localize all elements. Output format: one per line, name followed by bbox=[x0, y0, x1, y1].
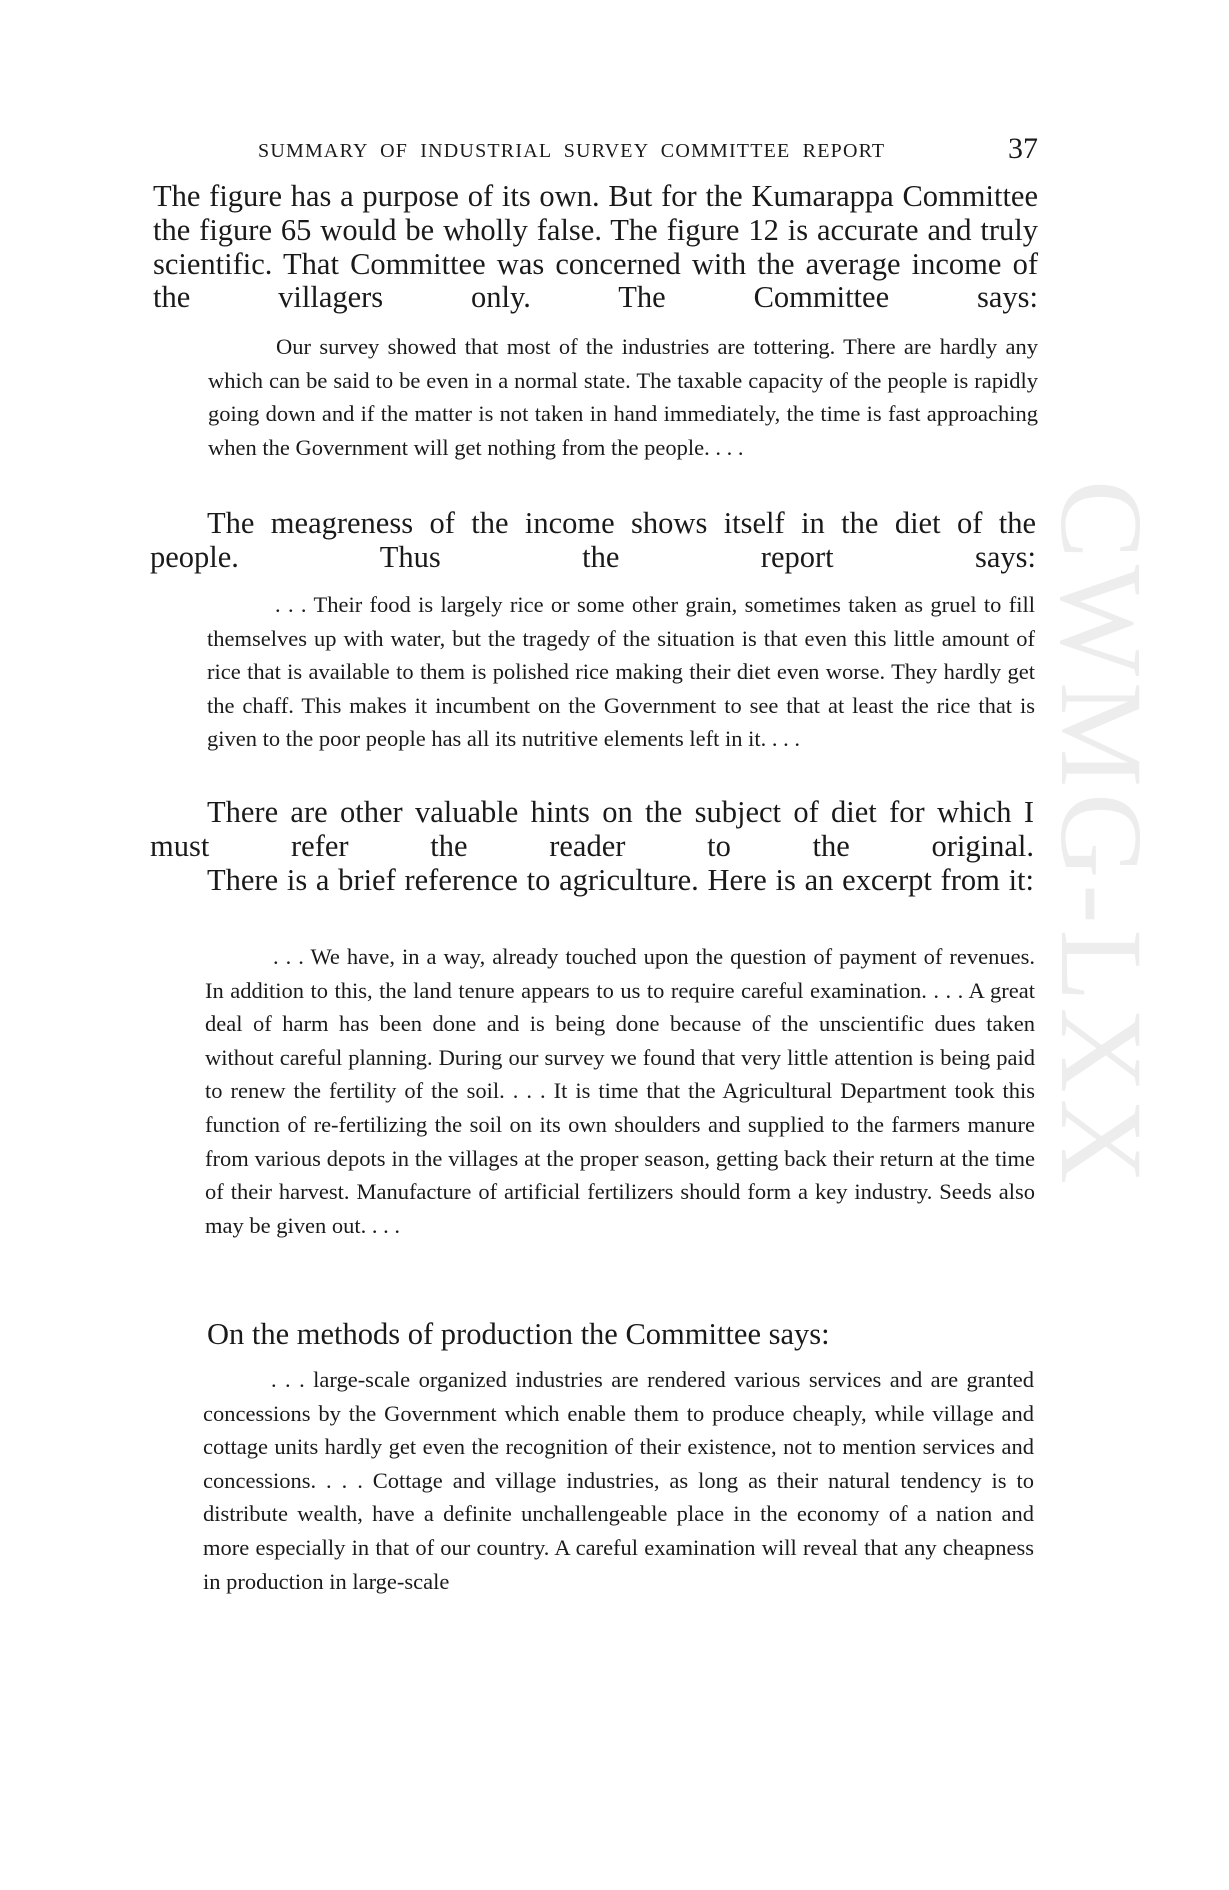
paragraph-4: There is a brief reference to agriculture. Here is an excerpt from it: bbox=[207, 863, 1034, 897]
quote-4: . . . large-scale organized industries are rendered various services and are granted concessions by the Government which enable them to produce cheaply, while village and cottage units hardly get even the recognition of their existence, not to mention services and concessions. . . . Cottage and village industries, as long as their natural tendency is to distribute wealth, have a definite unchallengeable place in the economy of a nation and more especially in that of our country. A careful examination will reveal that any cheapness in production in large-scale bbox=[203, 1367, 1034, 1594]
paragraph-3: There are other valuable hints on the subject of diet for which I must refer the reader to the original. bbox=[150, 795, 1034, 863]
paragraph-5: On the methods of production the Committee says: bbox=[207, 1317, 830, 1351]
quote-2: . . . Their food is largely rice or some other grain, sometimes taken as gruel to fill themselves up with water, but the tragedy of the situation is that even this little amount of rice that is available to them is polished rice making their diet even worse. They hardly get the chaff. This makes it incumbent on the Government to see that at least the rice that is given to the poor people has all its nutritive elements left in it. . . . bbox=[207, 592, 1035, 752]
paragraph-1: The figure has a purpose of its own. But for the Kumarappa Committee the figure 65 would be wholly false. The figure 12 is accurate and truly scientific. That Committee was concerned with the average income of the villagers only. The Committee says: bbox=[153, 179, 1038, 315]
paragraph-2: The meagreness of the income shows itself in the diet of the people. Thus the report says: bbox=[150, 506, 1036, 574]
quote-1: Our survey showed that most of the industries are tottering. There are hardly any which can be said to be even in a normal state. The taxable capacity of the people is rapidly going down and if the matter is not taken in hand immediately, the time is fast approaching when the Government will get nothing from the people. . . . bbox=[208, 334, 1038, 460]
running-title: SUMMARY OF INDUSTRIAL SURVEY COMMITTEE REPORT bbox=[258, 140, 886, 162]
watermark: CWMG-LXX bbox=[1036, 480, 1167, 1191]
quote-3: . . . We have, in a way, already touched upon the question of payment of revenues. In addition to this, the land tenure appears to us to require careful examination. . . . A great deal of harm has been done and is being done because of the unscientific dues taken without careful planning. During our survey we found that very little attention is being paid to renew the fertility of the soil. . . . It is time that the Agricultural Department took this function of re-fertilizing the soil on its own shoulders and supplied to the farmers manure from various depots in the villages at the proper season, getting back their return at the time of their harvest. Manufacture of artificial fertilizers should form a key industry. Seeds also may be given out. . . . bbox=[205, 944, 1035, 1238]
page-number: 37 bbox=[1008, 132, 1038, 165]
running-head bbox=[258, 132, 1038, 170]
